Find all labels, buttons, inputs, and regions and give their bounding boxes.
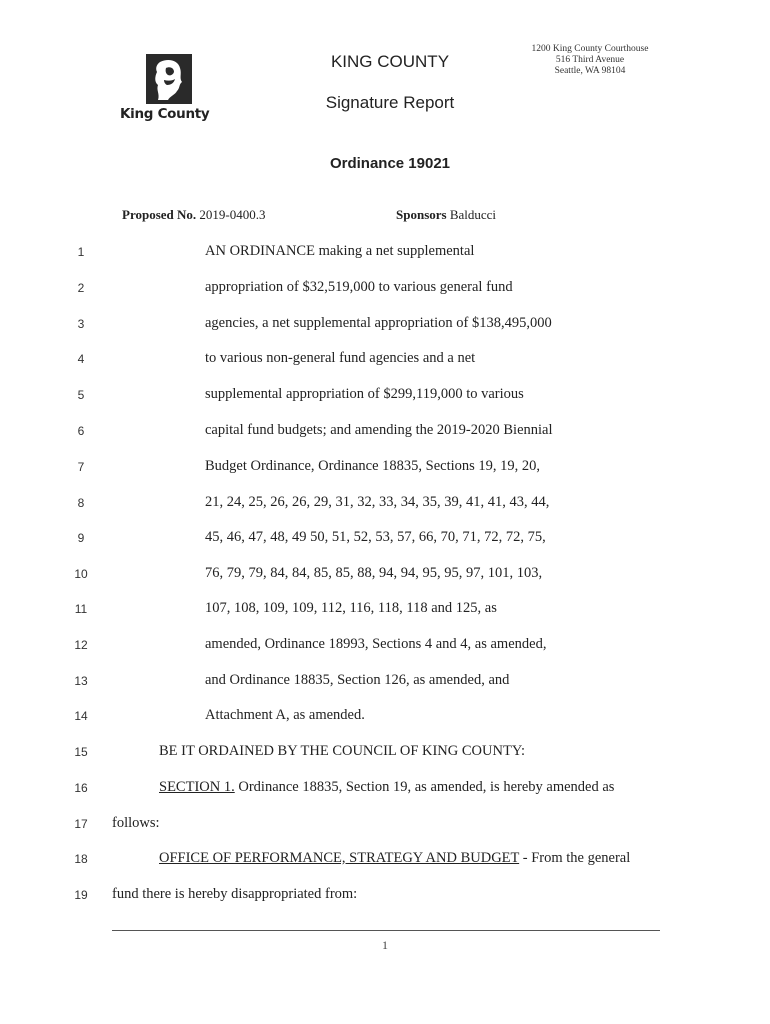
- line-number: 2: [77, 281, 85, 295]
- line-text: 21, 24, 25, 26, 26, 29, 31, 32, 33, 34, 35, 39, 41, 41, 43, 44,: [205, 494, 550, 510]
- logo-text: King County: [120, 106, 210, 122]
- line-number: 3: [77, 317, 85, 331]
- line-text: to various non-general fund agencies and a net: [205, 350, 476, 366]
- text-line: [0, 672, 770, 694]
- proposed-value: 2019-0400.3: [199, 207, 266, 222]
- line-number: 8: [77, 496, 85, 510]
- proposed-label: Proposed No.: [122, 207, 197, 222]
- address-line: 516 Third Avenue: [555, 55, 625, 65]
- text-line: [0, 636, 770, 658]
- agency-heading: OFFICE OF PERFORMANCE, STRATEGY AND BUDGET: [159, 850, 520, 866]
- line-number: 11: [74, 602, 88, 616]
- line-number: 7: [77, 460, 85, 474]
- line-number: 17: [74, 817, 88, 831]
- ordinance-title: Ordinance 19021: [329, 155, 451, 172]
- line-text: AN ORDINANCE making a net supplemental: [205, 243, 475, 259]
- text-line: [0, 279, 770, 301]
- line-number: 10: [74, 567, 88, 581]
- text-line: [0, 850, 770, 872]
- header-subtitle: Signature Report: [325, 93, 455, 112]
- line-number: 18: [74, 852, 88, 866]
- section-text: Ordinance 18835, Section 19, as amended, is hereby amended as: [234, 779, 615, 795]
- line-text: 107, 108, 109, 109, 112, 116, 118, 118 and 125, as: [205, 600, 497, 616]
- line-number: 13: [74, 674, 88, 688]
- text-line: [0, 886, 770, 908]
- line-text: BE IT ORDAINED BY THE COUNCIL OF KING COUNTY:: [159, 743, 525, 759]
- address-line: 1200 King County Courthouse: [531, 44, 649, 54]
- line-text: capital fund budgets; and amending the 2019-2020 Biennial: [205, 422, 553, 438]
- text-line: [0, 565, 770, 587]
- line-number: 19: [74, 888, 88, 902]
- text-line: [0, 315, 770, 337]
- line-text: Attachment A, as amended.: [205, 707, 365, 723]
- sponsors-value: Balducci: [449, 207, 497, 222]
- sponsors: [396, 207, 496, 223]
- text-line: [0, 779, 770, 801]
- line-text: fund there is hereby disappropriated from:: [112, 886, 358, 902]
- address-block: [520, 44, 660, 77]
- text-line: [0, 707, 770, 729]
- line-text: supplemental appropriation of $299,119,000 to various: [205, 386, 524, 402]
- header-title: KING COUNTY: [330, 52, 450, 71]
- king-county-logo: [120, 54, 220, 130]
- proposed-number: [122, 207, 266, 223]
- text-line: [0, 494, 770, 516]
- text-line: [0, 815, 770, 837]
- line-text: Budget Ordinance, Ordinance 18835, Sections 19, 19, 20,: [205, 458, 541, 474]
- text-line: [0, 422, 770, 444]
- text-line: [0, 243, 770, 265]
- line-number: 4: [77, 352, 85, 366]
- line-text: 45, 46, 47, 48, 49 50, 51, 52, 53, 57, 66, 70, 71, 72, 72, 75,: [205, 529, 546, 545]
- line-text: [159, 850, 630, 867]
- text-line: [0, 458, 770, 480]
- page-number: 1: [382, 938, 388, 952]
- line-text: amended, Ordinance 18993, Sections 4 and 4, as amended,: [205, 636, 547, 652]
- text-line: [0, 600, 770, 622]
- section-heading: SECTION 1.: [159, 779, 235, 795]
- line-number: 9: [77, 531, 85, 545]
- address-line: Seattle, WA 98104: [554, 66, 626, 76]
- footer-rule: [112, 930, 660, 931]
- text-line: [0, 386, 770, 408]
- line-number: 16: [74, 781, 88, 795]
- sponsors-label: Sponsors: [396, 207, 447, 222]
- line-number: 1: [77, 245, 85, 259]
- line-number: 5: [77, 388, 85, 402]
- king-county-logo-icon: [146, 54, 192, 104]
- line-text: follows:: [112, 815, 160, 831]
- line-text: and Ordinance 18835, Section 126, as amended, and: [205, 672, 510, 688]
- agency-text: - From the general: [519, 850, 631, 866]
- line-number: 14: [74, 709, 88, 723]
- text-line: [0, 529, 770, 551]
- line-number: 15: [74, 745, 88, 759]
- text-line: [0, 350, 770, 372]
- line-number: 12: [74, 638, 88, 652]
- line-number: 6: [77, 424, 85, 438]
- line-text: appropriation of $32,519,000 to various general fund: [205, 279, 513, 295]
- line-text: agencies, a net supplemental appropriation of $138,495,000: [205, 315, 552, 331]
- line-text: 76, 79, 79, 84, 84, 85, 85, 88, 94, 94, 95, 95, 97, 101, 103,: [205, 565, 543, 581]
- line-text: [159, 779, 614, 796]
- text-line: [0, 743, 770, 765]
